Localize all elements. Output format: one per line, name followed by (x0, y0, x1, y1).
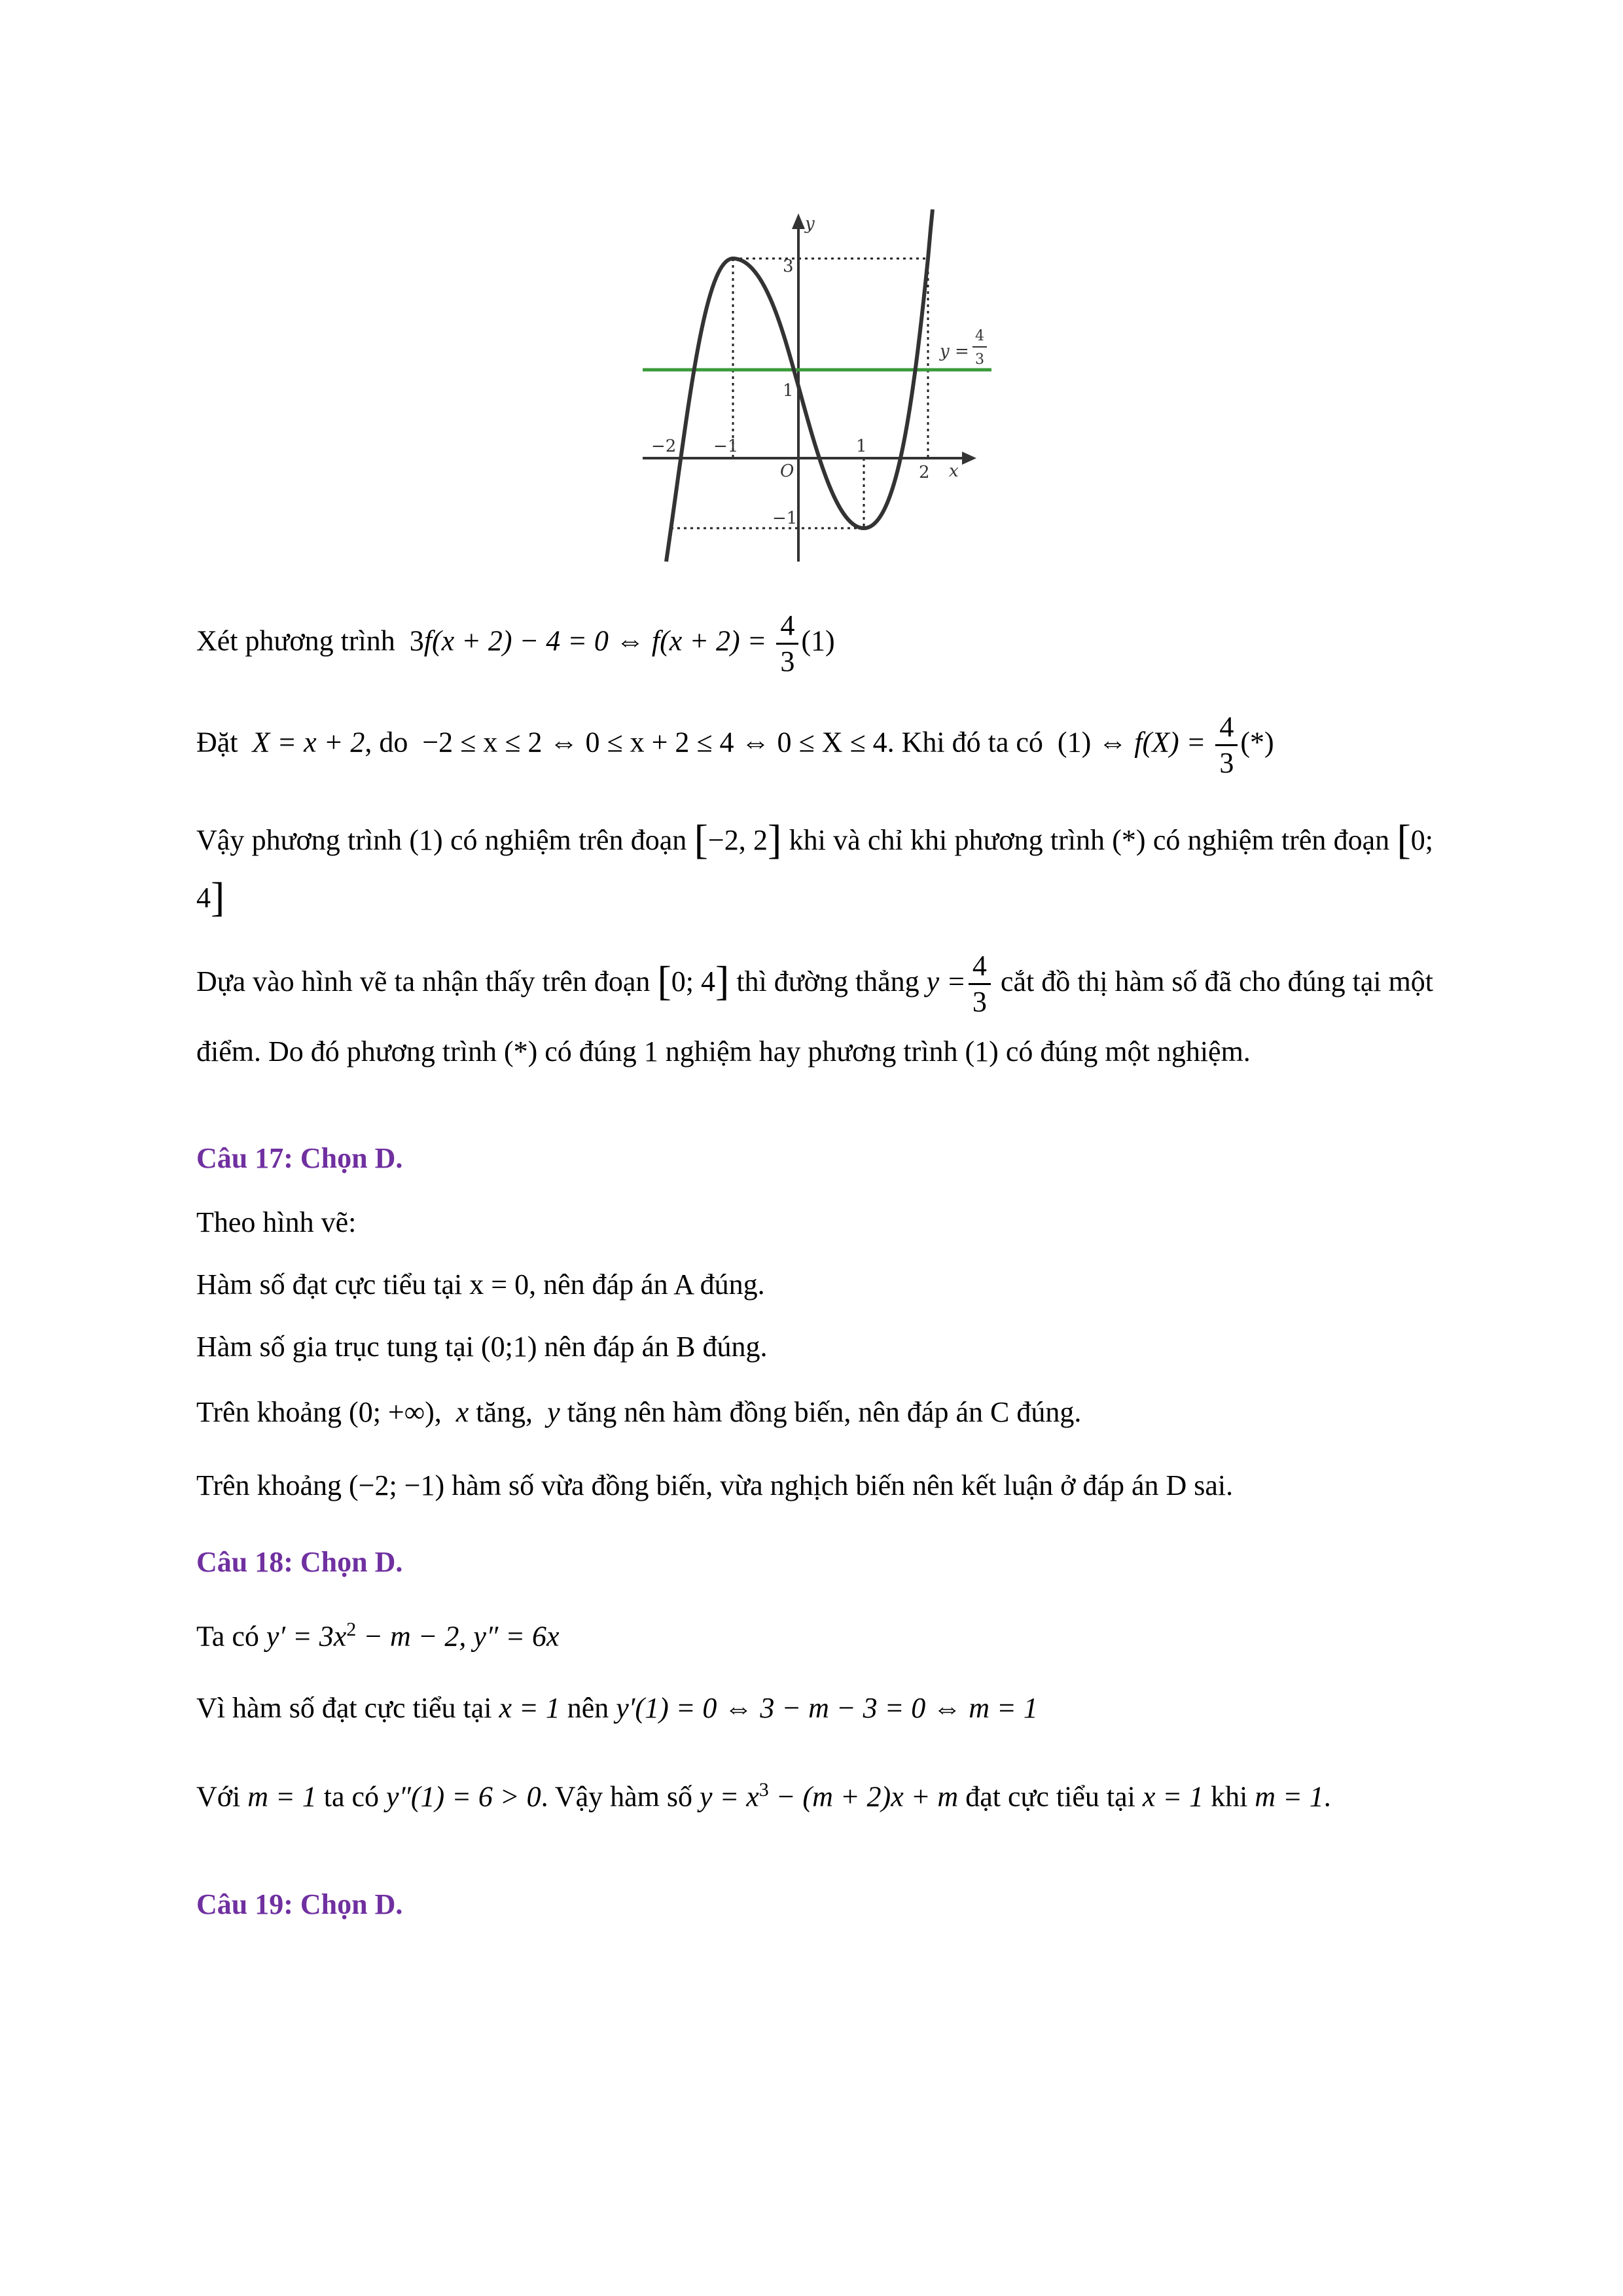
y-tick-neg1: −1 (772, 509, 798, 528)
graph-reading-paragraph: Dựa vào hình vẽ ta nhận thấy trên đoạn [0; 4] thì đường thẳng y = $\frac{4}{3}$ cắt đồ thị hàm số đã cho đúng tại một điểm. Do đó phương trình (*) có đúng 1 nghiệm hay phương trình (1) có đúng một nghiệm. (196, 950, 1434, 1068)
line-label-prefix: y = (940, 342, 969, 361)
q17-line-3: Hàm số gia trục tung tại (0;1) nên đáp án B đúng. (196, 1331, 768, 1363)
axis-x-label: x (949, 461, 959, 481)
x-tick-neg2: −2 (651, 437, 677, 456)
conclusion-paragraph: Vậy phương trình (1) có nghiệm trên đoạn [−2, 2] khi và chỉ khi phương trình (*) có nghiệm trên đoạn [0; 4] (196, 816, 1434, 920)
q18-line-3: Với m = 1 ta có y″(1) = 6 > 0. Vậy hàm số $y = x^3 - (m + 2)x + m$ đạt cực tiểu tại x = 1 khi m = 1. (196, 1779, 1331, 1813)
q17-line-1: Theo hình vẽ: (196, 1206, 357, 1238)
origin-label: O (780, 461, 794, 481)
y-tick-1: 1 (783, 381, 794, 401)
x-tick-1: 1 (856, 437, 867, 456)
fraction-4-3: $\frac{4}{3}$ (776, 609, 798, 679)
q17-line-4: Trên khoảng (0; +∞), x tăng, y tăng nên hàm đồng biến, nên đáp án C đúng. (196, 1396, 1082, 1428)
q18-line-2: Vì hàm số đạt cực tiểu tại x = 1 nên y′(1) = 0 ⇔ 3 − m − 3 = 0 ⇔ m = 1 (196, 1692, 1038, 1724)
question-17-heading: Câu 17: Chọn D. (196, 1142, 403, 1174)
axis-y-label: y (805, 214, 815, 234)
question-19-heading: Câu 19: Chọn D. (196, 1888, 403, 1920)
x-tick-2: 2 (919, 463, 930, 482)
x-tick-neg1: −1 (713, 437, 739, 456)
q17-line-2: Hàm số đạt cực tiểu tại x = 0, nên đáp án A đúng. (196, 1268, 765, 1300)
equation-paragraph-1: Xét phương trình 3f(x + 2) − 4 = 0 ⇔ f(x + 2) = $\frac{4}{3}$ (1) (196, 609, 835, 677)
function-graph (628, 203, 1008, 569)
fraction-4-3: $\frac{4}{3}$ (969, 949, 991, 1019)
line-label-num: 4 (975, 328, 984, 344)
question-18-heading: Câu 18: Chọn D. (196, 1546, 403, 1578)
line-label-den: 3 (975, 351, 984, 368)
fraction-4-3: $\frac{4}{3}$ (1215, 710, 1238, 780)
y-tick-3: 3 (783, 257, 794, 276)
x-axis-arrow (962, 452, 976, 465)
y-axis-arrow (792, 213, 805, 229)
substitution-paragraph: Đặt X = x + 2, do −2 ≤ x ≤ 2 ⇔ 0 ≤ x + 2 ≤ 4 ⇔ 0 ≤ X ≤ 4. Khi đó ta có (1) ⇔ f(X) = $\frac{4}{3}$ (*) (196, 711, 1274, 779)
q17-line-5: Trên khoảng (−2; −1) hàm số vừa đồng biến, vừa nghịch biến nên kết luận ở đáp án D sai. (196, 1469, 1234, 1501)
q18-line-1: Ta có $y' = 3x^2 - m - 2$, y″ = 6x (196, 1619, 560, 1653)
